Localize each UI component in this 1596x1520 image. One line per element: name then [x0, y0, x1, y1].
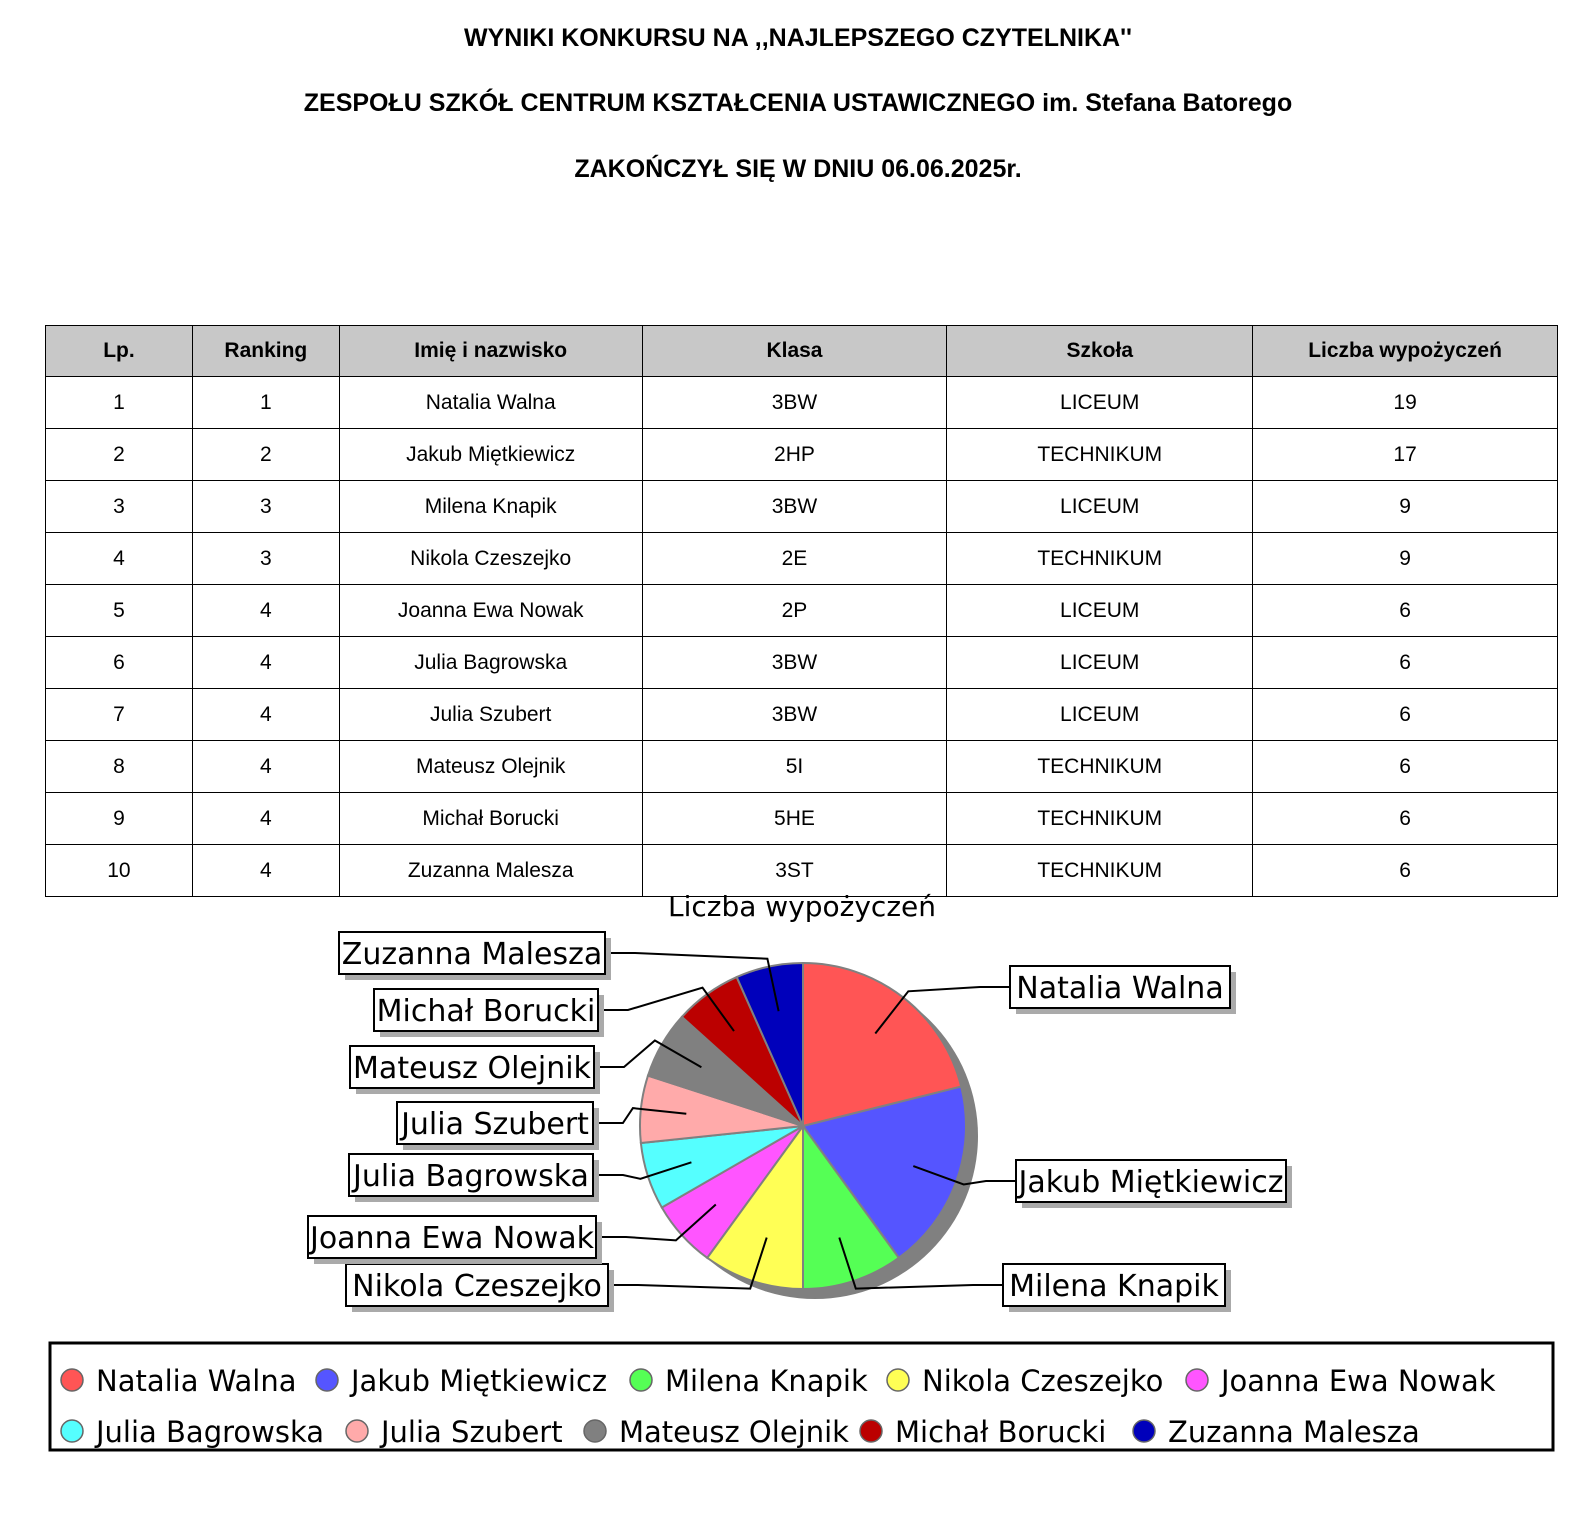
slice-label: Nikola Czeszejko: [352, 1269, 602, 1304]
cell-loans: 6: [1253, 845, 1558, 897]
cell-ranking: 4: [192, 637, 339, 689]
cell-name: Julia Szubert: [339, 689, 642, 741]
cell-name: Mateusz Olejnik: [339, 741, 642, 793]
table-row: [46, 585, 1558, 637]
slice-label: Julia Bagrowska: [353, 1159, 589, 1194]
cell-name: Nikola Czeszejko: [339, 533, 642, 585]
legend-label: Julia Bagrowska: [96, 1415, 325, 1449]
cell-class: 5I: [642, 741, 947, 793]
cell-class: 3BW: [642, 637, 947, 689]
legend-label: Natalia Walna: [96, 1364, 297, 1398]
table-row: [46, 481, 1558, 533]
cell-lp: 6: [46, 637, 193, 689]
cell-loans: 6: [1253, 741, 1558, 793]
legend-label: Nikola Czeszejko: [922, 1364, 1164, 1398]
heading-line-2: ZESPOŁU SZKÓŁ CENTRUM KSZTAŁCENIA USTAWICZNEGO im. Stefana Batorego: [303, 89, 1293, 117]
cell-loans: 6: [1253, 793, 1558, 845]
legend-swatch: [346, 1420, 368, 1442]
slice-label: Zuzanna Malesza: [341, 937, 603, 972]
legend-swatch: [887, 1369, 909, 1391]
cell-name: Michał Borucki: [339, 793, 642, 845]
cell-name: Natalia Walna: [339, 377, 642, 429]
table-row: [46, 429, 1558, 481]
table-row: [46, 533, 1558, 585]
cell-school: TECHNIKUM: [947, 429, 1253, 481]
cell-school: TECHNIKUM: [947, 793, 1253, 845]
cell-school: TECHNIKUM: [947, 741, 1253, 793]
table-header-row: [46, 326, 1558, 377]
cell-class: 3BW: [642, 481, 947, 533]
header-loans: Liczba wypożyczeń: [1253, 326, 1558, 377]
cell-loans: 9: [1253, 533, 1558, 585]
table-row: [46, 793, 1558, 845]
cell-class: 2HP: [642, 429, 947, 481]
legend-label: Milena Knapik: [665, 1364, 868, 1398]
header-name: Imię i nazwisko: [339, 326, 642, 377]
chart-title: Liczba wypożyczeń: [667, 890, 937, 923]
cell-lp: 3: [46, 481, 193, 533]
legend-swatch: [1186, 1369, 1208, 1391]
cell-loans: 19: [1253, 377, 1558, 429]
cell-ranking: 4: [192, 793, 339, 845]
cell-school: LICEUM: [947, 481, 1253, 533]
cell-ranking: 2: [192, 429, 339, 481]
heading-line-3: ZAKOŃCZYŁ SIĘ W DNIU 06.06.2025r.: [574, 155, 1022, 183]
cell-ranking: 3: [192, 533, 339, 585]
cell-lp: 5: [46, 585, 193, 637]
cell-name: Julia Bagrowska: [339, 637, 642, 689]
table-row: [46, 689, 1558, 741]
cell-name: Jakub Miętkiewicz: [339, 429, 642, 481]
cell-ranking: 4: [192, 845, 339, 897]
cell-school: TECHNIKUM: [947, 845, 1253, 897]
cell-class: 3ST: [642, 845, 947, 897]
legend-swatch: [61, 1420, 83, 1442]
legend-swatch: [860, 1420, 882, 1442]
cell-school: LICEUM: [947, 585, 1253, 637]
table-row: [46, 377, 1558, 429]
legend-swatch: [630, 1369, 652, 1391]
cell-school: LICEUM: [947, 637, 1253, 689]
cell-name: Joanna Ewa Nowak: [339, 585, 642, 637]
cell-class: 5HE: [642, 793, 947, 845]
cell-lp: 1: [46, 377, 193, 429]
results-table: [45, 325, 1558, 897]
legend-swatch: [584, 1420, 606, 1442]
cell-ranking: 3: [192, 481, 339, 533]
cell-ranking: 1: [192, 377, 339, 429]
header-school: Szkoła: [947, 326, 1253, 377]
slice-label: Julia Szubert: [401, 1107, 589, 1142]
table-row: [46, 637, 1558, 689]
legend-label: Julia Szubert: [381, 1415, 563, 1449]
cell-loans: 6: [1253, 585, 1558, 637]
cell-loans: 9: [1253, 481, 1558, 533]
chart-legend: [50, 1343, 1553, 1450]
cell-ranking: 4: [192, 585, 339, 637]
table-row: [46, 845, 1558, 897]
cell-class: 2P: [642, 585, 947, 637]
legend-label: Jakub Miętkiewicz: [351, 1364, 608, 1398]
cell-ranking: 4: [192, 741, 339, 793]
slice-label: Natalia Walna: [1016, 971, 1224, 1006]
cell-lp: 2: [46, 429, 193, 481]
header-ranking: Ranking: [192, 326, 339, 377]
legend-label: Zuzanna Malesza: [1168, 1415, 1420, 1449]
cell-loans: 6: [1253, 637, 1558, 689]
legend-swatch: [316, 1369, 338, 1391]
cell-name: Milena Knapik: [339, 481, 642, 533]
header-lp: Lp.: [46, 326, 193, 377]
cell-class: 3BW: [642, 377, 947, 429]
cell-school: TECHNIKUM: [947, 533, 1253, 585]
slice-label: Michał Borucki: [376, 994, 596, 1029]
cell-class: 2E: [642, 533, 947, 585]
heading-line-1: WYNIKI KONKURSU NA ,,NAJLEPSZEGO CZYTELNIKA'': [464, 24, 1132, 52]
pie-chart: [0, 890, 1596, 1520]
cell-lp: 9: [46, 793, 193, 845]
slice-label: Milena Knapik: [1009, 1269, 1219, 1304]
cell-lp: 4: [46, 533, 193, 585]
header-class: Klasa: [642, 326, 947, 377]
cell-school: LICEUM: [947, 377, 1253, 429]
cell-class: 3BW: [642, 689, 947, 741]
slice-label: Jakub Miętkiewicz: [1018, 1165, 1284, 1200]
legend-swatch: [61, 1369, 83, 1391]
cell-lp: 8: [46, 741, 193, 793]
slice-label: Mateusz Olejnik: [353, 1051, 591, 1086]
cell-ranking: 4: [192, 689, 339, 741]
cell-lp: 7: [46, 689, 193, 741]
cell-loans: 17: [1253, 429, 1558, 481]
legend-swatch: [1133, 1420, 1155, 1442]
cell-lp: 10: [46, 845, 193, 897]
legend-label: Mateusz Olejnik: [619, 1415, 849, 1449]
table-row: [46, 741, 1558, 793]
legend-label: Joanna Ewa Nowak: [1221, 1364, 1496, 1398]
cell-school: LICEUM: [947, 689, 1253, 741]
slice-label: Joanna Ewa Nowak: [309, 1221, 595, 1256]
cell-loans: 6: [1253, 689, 1558, 741]
legend-label: Michał Borucki: [895, 1415, 1107, 1449]
cell-name: Zuzanna Malesza: [339, 845, 642, 897]
